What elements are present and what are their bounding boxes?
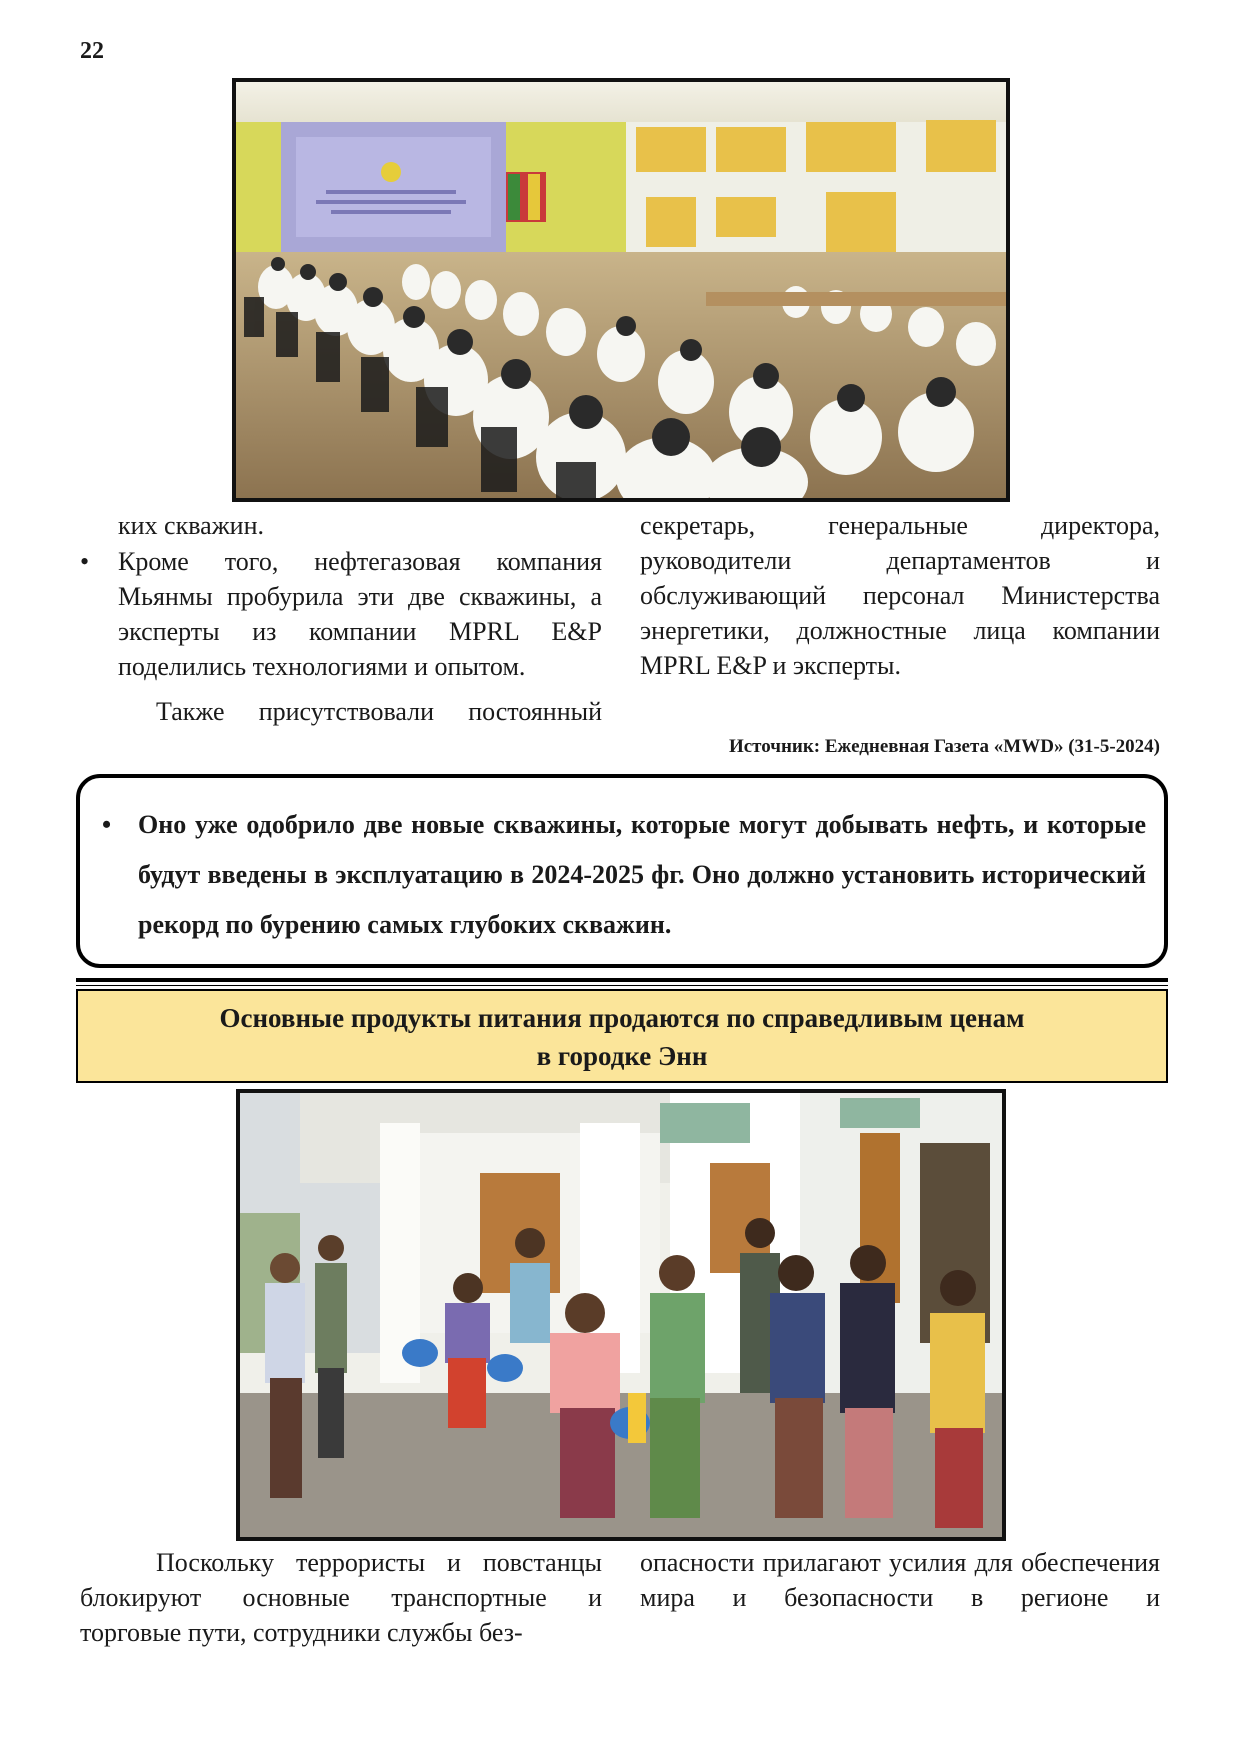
article1-paragraph-start: Также присутствовали постоянный <box>156 697 602 726</box>
callout-box <box>76 774 1168 968</box>
callout-list <box>98 800 1146 950</box>
article1-left-column <box>80 508 602 729</box>
article1-right-text: секретарь, генеральные директора, руководители департаментов и обслуживающий персонал Министерства энергетики, должностные лица компании MPRL E&P и эксперты. <box>640 511 1160 680</box>
food-distribution-photo-icon <box>240 1093 1002 1537</box>
headline-line-2: в городке Энн <box>536 1041 708 1071</box>
callout-text: • Оно уже одобрило две новые скважины, которые могут добывать нефть, и которые будут введены в эксплуатацию в 2024-2025 фг. Оно должно установить исторический рекорд по бурению самых глубоких скважин. <box>98 800 1146 950</box>
article2-right-column <box>640 1545 1160 1615</box>
article2-left-column <box>80 1545 602 1650</box>
article2-right-text: опасности прилагают усилия для обеспечения мира и безопасности в регионе и <box>640 1548 1160 1612</box>
article1-continuation: ких скважин. <box>118 511 264 540</box>
section-divider-thick <box>76 978 1168 982</box>
source-citation: Источник: Ежедневная Газета «MWD» (31-5-2024) <box>728 736 1160 757</box>
page-number: 22 <box>80 38 104 64</box>
article1-bullet-item: • Кроме того, нефтегазовая компания Мьянмы пробурила эти две скважины, а эксперты из компании MPRL E&P поделились технологиями и опытом. <box>80 544 602 684</box>
conference-photo <box>232 78 1010 502</box>
conference-hall-photo-icon <box>236 82 1006 498</box>
headline-line-1: Основные продукты питания продаются по справедливым ценам <box>219 1003 1025 1033</box>
food-distribution-photo <box>236 1089 1006 1541</box>
article2-headline <box>76 989 1168 1083</box>
article1-right-column <box>640 508 1160 683</box>
article1-bullet-list <box>80 544 602 684</box>
section-divider-thin <box>76 985 1168 986</box>
article2-left-text: Поскольку террористы и повстанцы блокируют основные транспортные и торговые пути, сотрудники службы без- <box>80 1548 602 1647</box>
